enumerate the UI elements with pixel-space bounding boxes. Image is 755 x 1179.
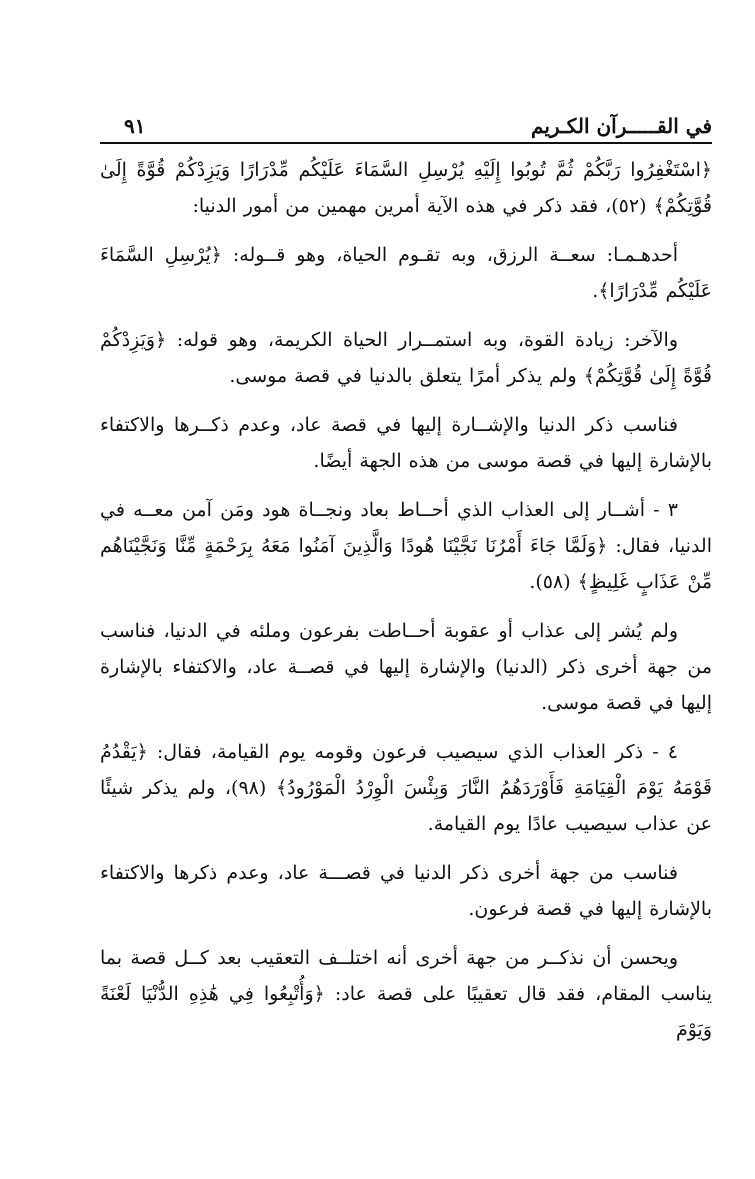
page	[100, 112, 712, 1061]
paragraph-9: ويحسن أن نذكــر من جهة أخرى أنه اختلــف التعقيب بعد كــل قصة بما يناسب المقام، فقد قال تعقيبًا على قصة عاد: ﴿وَأُتْبِعُوا فِي هَٰذِهِ الدُّنْيَا لَعْنَةً وَيَوْمَ	[100, 947, 712, 1041]
running-title: في القـــــرآن الكـريم	[531, 114, 712, 138]
paragraph-4: فناسب ذكر الدنيا والإشــارة إليها في قصة عاد، وعدم ذكــرها والاكتفاء بالإشارة إليها في قصة موسى من هذه الجهة أيضًا.	[100, 414, 712, 472]
page-body	[100, 152, 712, 1048]
paragraph-6: ولم يُشر إلى عذاب أو عقوبة أحــاطت بفرعون وملئه في الدنيا، فناسب من جهة أخرى ذكر (الدنيا) والإشارة إليها في قصــة عاد، والاكتفاء بالإشارة إليها في قصة موسى.	[100, 620, 712, 714]
paragraph-7: ٤ - ذكر العذاب الذي سيصيب فرعون وقومه يوم القيامة، فقال: ﴿يَقْدُمُ قَوْمَهُ يَوْمَ الْقِيَامَةِ فَأَوْرَدَهُمُ النَّارَ وَبِئْسَ الْوِرْدُ الْمَوْرُودُ﴾ (٩٨)، ولم يذكر شيئًا عن عذاب سيصيب عادًا يوم القيامة.	[100, 741, 712, 835]
paragraph-1: ﴿اسْتَغْفِرُوا رَبَّكُمْ ثُمَّ تُوبُوا إِلَيْهِ يُرْسِلِ السَّمَاءَ عَلَيْكُم مِّدْرَارًا وَيَزِدْكُمْ قُوَّةً إِلَىٰ قُوَّتِكُمْ﴾ (٥٢)، فقد ذكر في هذه الآية أمرين مهمين من أمور الدنيا:	[100, 159, 712, 217]
paragraph-3: والآخر: زيادة القوة، وبه استمــرار الحياة الكريمة، وهو قوله: ﴿وَيَزِدْكُمْ قُوَّةً إِلَىٰ قُوَّتِكُمْ﴾ ولم يذكر أمرًا يتعلق بالدنيا في قصة موسى.	[100, 329, 712, 387]
paragraph-5: ٣ - أشــار إلى العذاب الذي أحــاط بعاد ونجــاة هود ومَن آمن معــه في الدنيا، فقال: ﴿وَلَمَّا جَاءَ أَمْرُنَا نَجَّيْنَا هُودًا وَالَّذِينَ آمَنُوا مَعَهُ بِرَحْمَةٍ مِّنَّا وَنَجَّيْنَاهُم مِّنْ عَذَابٍ غَلِيظٍ﴾ (٥٨).	[100, 499, 712, 593]
page-number: ٩١	[124, 114, 146, 138]
paragraph-8: فناسب من جهة أخرى ذكر الدنيا في قصـــة عاد، وعدم ذكرها والاكتفاء بالإشارة إليها في قصة فرعون.	[100, 862, 712, 920]
paragraph-2: أحدهـمـا: سعــة الرزق، وبه تقـوم الحياة، وهو قــوله: ﴿يُرْسِلِ السَّمَاءَ عَلَيْكُم مِّدْرَارًا﴾.	[100, 244, 712, 302]
page-header	[100, 112, 712, 144]
